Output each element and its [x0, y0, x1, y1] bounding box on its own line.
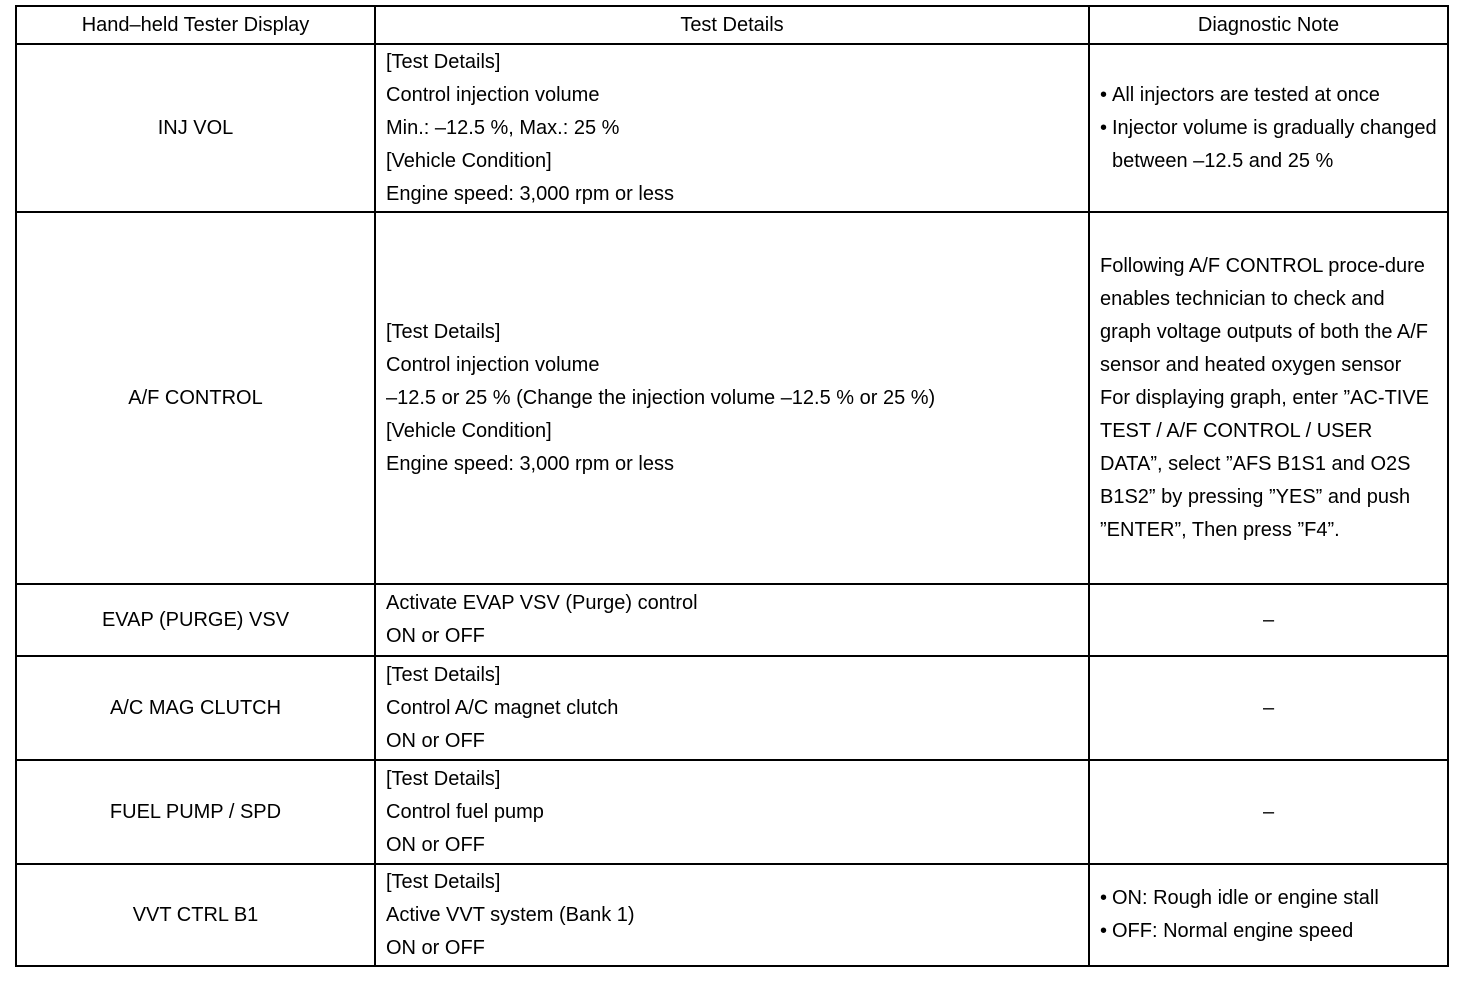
tester-display-cell: INJ VOL [16, 44, 375, 212]
detail-line: Control injection volume [386, 353, 600, 376]
detail-line: [Test Details] [386, 767, 501, 790]
detail-line: ON or OFF [386, 936, 485, 959]
note-bullet: • All injectors are tested at once [1100, 79, 1437, 112]
detail-line: Active VVT system (Bank 1) [386, 903, 635, 926]
diagnostic-note-cell [1089, 864, 1448, 966]
test-details-cell [375, 864, 1089, 966]
detail-line: Control A/C magnet clutch [386, 696, 619, 719]
detail-line: [Vehicle Condition] [386, 419, 552, 442]
detail-line: Activate EVAP VSV (Purge) control [386, 592, 698, 614]
test-details-cell [375, 212, 1089, 584]
detail-line: Engine speed: 3,000 rpm or less [386, 452, 674, 475]
header-test-details: Test Details [375, 6, 1089, 44]
table-row [16, 212, 1448, 584]
detail-line: Min.: –12.5 %, Max.: 25 % [386, 116, 620, 139]
header-tester-display: Hand–held Tester Display [16, 6, 375, 44]
note-paragraph: For displaying graph, enter ”AC-TIVE TEST / A/F CONTROL / USER DATA”, select ”AFS B1S1 and O2S B1S2” by pressing ”YES” and push ”ENTER”, Then press ”F4”. [1100, 386, 1430, 541]
detail-line: [Test Details] [386, 870, 501, 893]
table-row [16, 760, 1448, 864]
header-diagnostic-note: Diagnostic Note [1089, 6, 1448, 44]
test-details-cell [375, 44, 1089, 212]
detail-line: [Test Details] [386, 320, 501, 343]
detail-line: Control fuel pump [386, 800, 544, 823]
note-paragraph: Following A/F CONTROL proce-dure enables technician to check and graph voltage outputs of both the A/F sensor and heated oxygen sensor [1100, 254, 1429, 376]
detail-line: [Test Details] [386, 50, 501, 73]
tester-display-cell: A/C MAG CLUTCH [16, 656, 375, 760]
table-row [16, 656, 1448, 760]
diagnostic-note-cell: – [1089, 584, 1448, 656]
table-row [16, 864, 1448, 966]
test-details-cell [375, 656, 1089, 760]
note-bullet-list [1100, 79, 1437, 178]
header-row [16, 6, 1448, 44]
diagnostic-note-cell: – [1089, 656, 1448, 760]
detail-line: ON or OFF [386, 625, 485, 647]
tester-display-cell: EVAP (PURGE) VSV [16, 584, 375, 656]
test-details-cell [375, 760, 1089, 864]
tester-display-cell: FUEL PUMP / SPD [16, 760, 375, 864]
detail-line: [Test Details] [386, 663, 501, 686]
note-bullet: • ON: Rough idle or engine stall [1100, 882, 1437, 915]
detail-line: ON or OFF [386, 729, 485, 752]
diagnostic-note-cell: – [1089, 760, 1448, 864]
diagnostic-note-cell [1089, 212, 1448, 584]
detail-line: [Vehicle Condition] [386, 149, 552, 172]
test-details-cell [375, 584, 1089, 656]
note-bullet-list [1100, 882, 1437, 948]
diagnostic-note-cell [1089, 44, 1448, 212]
note-bullet: • OFF: Normal engine speed [1100, 915, 1437, 948]
tester-display-cell: A/F CONTROL [16, 212, 375, 584]
note-bullet: • Injector volume is gradually changed between –12.5 and 25 % [1100, 112, 1437, 178]
detail-line: Engine speed: 3,000 rpm or less [386, 182, 674, 205]
detail-line: Control injection volume [386, 83, 600, 106]
tester-display-cell: VVT CTRL B1 [16, 864, 375, 966]
detail-line: ON or OFF [386, 833, 485, 856]
table-row [16, 584, 1448, 656]
table-row [16, 44, 1448, 212]
active-test-table [15, 5, 1449, 967]
detail-line: –12.5 or 25 % (Change the injection volume –12.5 % or 25 %) [386, 386, 936, 409]
